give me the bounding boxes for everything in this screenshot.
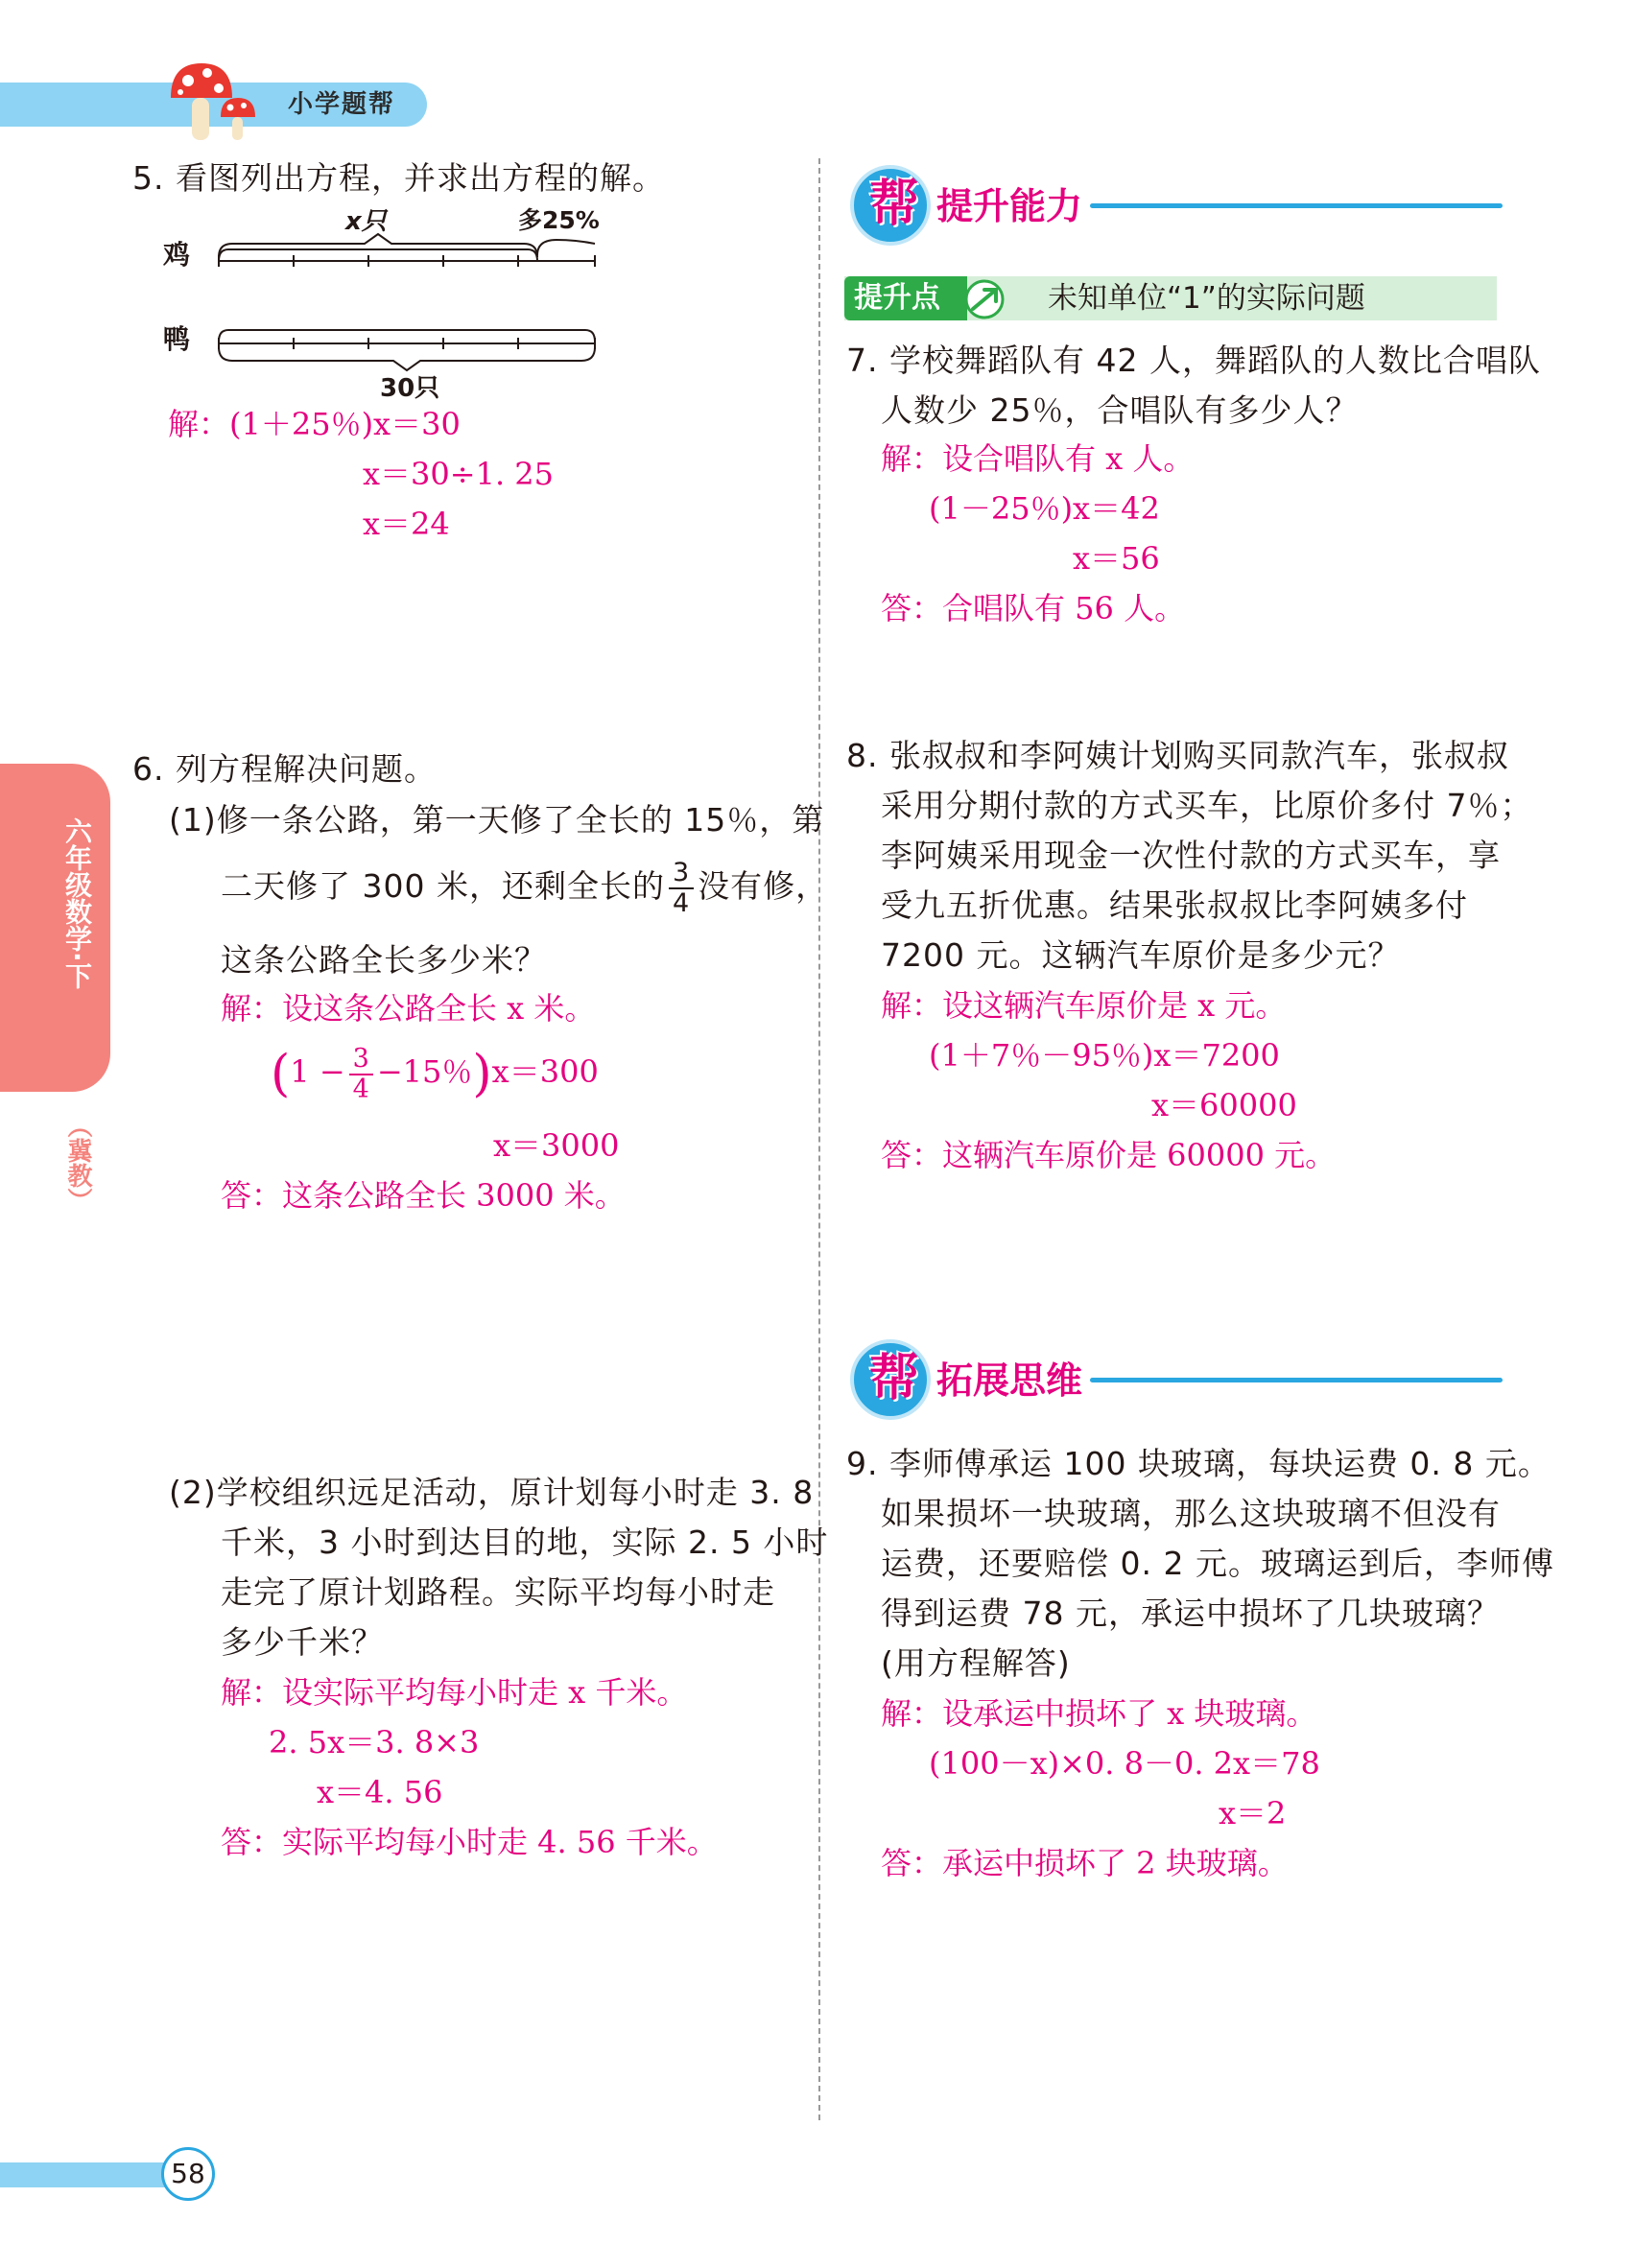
section-badge-text: 帮 (869, 1350, 920, 1407)
q7-solution-line: x＝56 (1073, 540, 1160, 577)
mushroom-icon (165, 59, 271, 146)
q8-solution-line: (1＋7％－95％)x＝7200 (929, 1037, 1280, 1074)
q7-solution-line: 解：设合唱队有 x 人。 (881, 440, 1195, 477)
q9-line: 运费，还要赔偿 0. 2 元。玻璃运到后，李师傅 (881, 1545, 1554, 1582)
q6-p1-line-text: 二天修了 300 米，还剩全长的 (221, 867, 665, 905)
page-number: 58 (171, 2158, 205, 2189)
q8-solution-line: x＝60000 (1151, 1087, 1297, 1123)
left-paren: ( (271, 1045, 291, 1103)
fraction-numerator: 3 (349, 1045, 373, 1075)
section-expand-header (850, 1339, 1503, 1426)
equation-minus-percent: −15％ (376, 1053, 473, 1090)
section-title: 提升能力 (936, 185, 1083, 227)
q8-line: 8. 张叔叔和李阿姨计划购买同款汽车，张叔叔 (846, 737, 1509, 774)
q9-solution-line: x＝2 (1219, 1795, 1287, 1831)
q6-p1-line: 这条公路全长多少米？ (221, 941, 547, 979)
q6-p2-solution-line: 解：设实际平均每小时走 x 千米。 (221, 1674, 688, 1711)
q6-p2-solution-line: x＝4. 56 (317, 1774, 443, 1810)
fraction-denominator: 4 (672, 887, 691, 918)
equation-rhs: x＝300 (491, 1053, 599, 1090)
q6-p1-solution-line: x＝3000 (493, 1127, 620, 1164)
section-improve-header (850, 165, 1503, 251)
q9-line: (用方程解答) (881, 1644, 1071, 1682)
arrow-icon (963, 278, 1009, 320)
q7-line: 人数少 25％，合唱队有多少人？ (881, 391, 1359, 429)
q5-solution-line: x＝30÷1. 25 (363, 456, 555, 492)
q5-diagram-bottom-label: 30只 (380, 374, 440, 403)
q6-p2-line: (2)学校组织远足活动，原计划每小时走 3. 8 (169, 1474, 815, 1511)
q9-line: 9. 李师傅承运 100 块玻璃，每块运费 0. 8 元。 (846, 1445, 1551, 1482)
section-rule (1090, 1378, 1503, 1382)
q8-answer: 答：这辆汽车原价是 60000 元。 (881, 1137, 1337, 1173)
section-badge-text: 帮 (869, 176, 920, 233)
q7-line: 7. 学校舞蹈队有 42 人，舞蹈队的人数比合唱队 (846, 342, 1541, 379)
footer-band (0, 2162, 182, 2187)
q8-line: 李阿姨采用现金一次性付款的方式买车，享 (881, 837, 1501, 874)
q5-diagram-extra-label: 多25% (518, 206, 600, 234)
q8-line: 受九五折优惠。结果张叔叔比李阿姨多付 (881, 886, 1468, 924)
q6-p1-line-text: 没有修， (698, 867, 829, 905)
q6-p1-solution-line: 解：设这条公路全长 x 米。 (221, 990, 596, 1027)
q9-line: 如果损坏一块玻璃，那么这块玻璃不但没有 (881, 1495, 1501, 1532)
q6-p2-solution-line: 2. 5x＝3. 8×3 (269, 1724, 480, 1760)
q8-line: 7200 元。这辆汽车原价是多少元？ (881, 936, 1401, 974)
q9-solution-line: 解：设承运中损坏了 x 块玻璃。 (881, 1695, 1317, 1732)
q6-p1-equation (271, 1040, 599, 1106)
q5-diagram-row2-label: 鸭 (163, 323, 191, 355)
q9-line: 得到运费 78 元，承运中损坏了几块玻璃？ (881, 1595, 1500, 1632)
q7-solution-line: (1－25％)x＝42 (929, 490, 1160, 527)
q7-answer: 答：合唱队有 56 人。 (881, 590, 1186, 626)
section-title: 拓展思维 (936, 1359, 1083, 1402)
q6-stem: 6. 列方程解决问题。 (132, 750, 437, 788)
equation-one-minus: 1 − (290, 1053, 345, 1090)
q8-line: 采用分期付款的方式买车，比原价多付 7％； (881, 787, 1533, 824)
fraction-numerator: 3 (669, 859, 694, 889)
q6-p2-line: 走完了原计划路程。实际平均每小时走 (221, 1573, 775, 1611)
q5-line-diagram (154, 201, 614, 403)
q6-p2-answer: 答：实际平均每小时走 4. 56 千米。 (221, 1824, 718, 1860)
improve-point-title: 未知单位“1”的实际问题 (1048, 281, 1365, 316)
q6-p1-answer: 答：这条公路全长 3000 米。 (221, 1177, 626, 1214)
q6-p2-line: 多少千米？ (221, 1623, 384, 1661)
brand-title: 小学题帮 (288, 90, 396, 119)
side-tab-grade: 六年级数学·下 (61, 817, 93, 989)
q6-p1-line: (1)修一条公路，第一天修了全长的 15％，第 (169, 801, 825, 839)
column-divider (818, 158, 820, 2120)
q5-diagram-row1-label: 鸡 (163, 239, 191, 271)
q5-solution-line: x＝24 (363, 506, 450, 542)
side-tab-edition: （冀教） (63, 1113, 92, 1213)
q8-solution-line: 解：设这辆汽车原价是 x 元。 (881, 987, 1287, 1024)
improve-point-label: 提升点 (854, 281, 940, 315)
fraction-denominator: 4 (352, 1074, 369, 1104)
q6-p2-line: 千米，3 小时到达目的地，实际 2. 5 小时 (221, 1524, 829, 1561)
fraction-three-quarters (669, 859, 694, 918)
section-rule (1090, 203, 1503, 208)
q9-solution-line: (100－x)×0. 8－0. 2x＝78 (929, 1745, 1320, 1782)
fraction-three-quarters (349, 1045, 373, 1104)
right-paren: ) (472, 1045, 492, 1103)
q9-answer: 答：承运中损坏了 2 块玻璃。 (881, 1845, 1289, 1881)
q5-diagram-top-label: x只 (345, 207, 387, 236)
q5-stem: 5. 看图列出方程，并求出方程的解。 (132, 159, 665, 197)
q5-solution-line: 解：(1＋25％)x＝30 (168, 406, 461, 442)
q6-p1-line-with-fraction (221, 858, 828, 918)
